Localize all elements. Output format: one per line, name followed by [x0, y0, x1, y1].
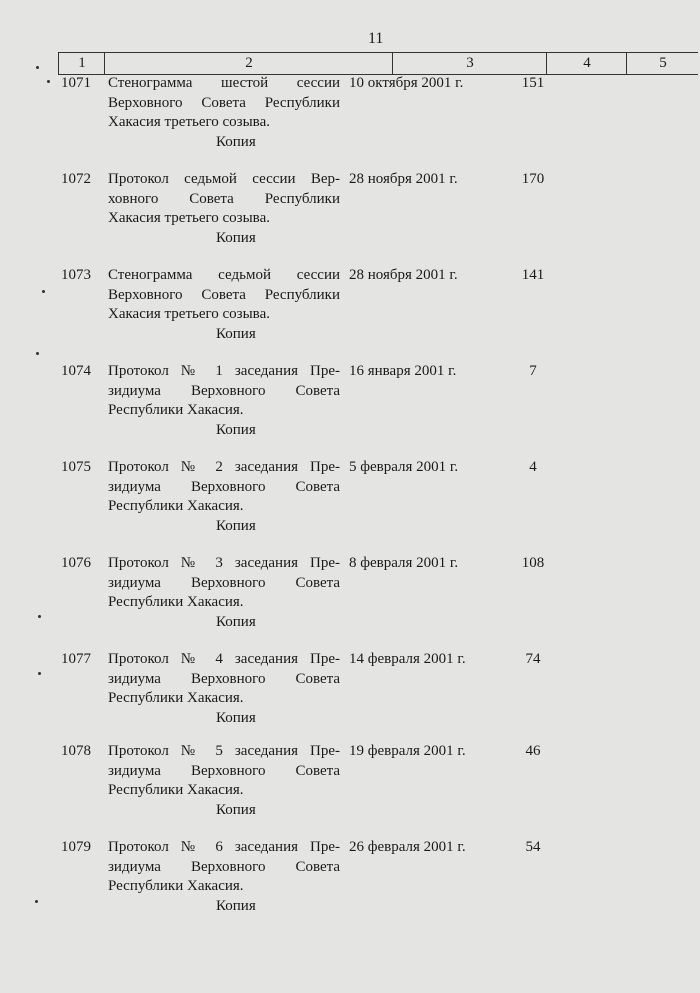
entry-sheet-count: 170: [521, 171, 545, 187]
entry-title-line: Хакасия третьего созыва.: [108, 306, 270, 322]
entry-copy-note: Копия: [216, 709, 256, 726]
entry-date: 10 октября 2001 г.: [349, 75, 464, 91]
scan-speck: [36, 66, 39, 69]
entry-number: 1073: [61, 267, 91, 283]
entry-copy-note: Копия: [216, 325, 256, 342]
scan-speck: [47, 80, 50, 83]
entry-title-line: Республики Хакасия.: [108, 878, 244, 894]
entry-title-line: Республики Хакасия.: [108, 690, 244, 706]
column-header-4: 4: [546, 53, 627, 74]
entry-title-line: Республики Хакасия.: [108, 498, 244, 514]
entry-copy-note: Копия: [216, 133, 256, 150]
entry-title: [108, 742, 340, 820]
entry-title: [108, 838, 340, 916]
entry-sheet-count: 108: [521, 555, 545, 571]
entry-date: 16 января 2001 г.: [349, 363, 457, 379]
entry-title: [108, 266, 340, 344]
entry-date: 28 ноября 2001 г.: [349, 267, 458, 283]
entry-title-line: Республики Хакасия.: [108, 594, 244, 610]
entry-number: 1075: [61, 459, 91, 475]
entry-title: [108, 458, 340, 536]
scan-speck: [35, 900, 38, 903]
entry-title: [108, 170, 340, 248]
scan-speck: [42, 290, 45, 293]
entry-copy-note: Копия: [216, 517, 256, 534]
entry-copy-note: Копия: [216, 801, 256, 818]
entry-title-line: зидиума Верховного Совета: [108, 858, 340, 875]
scan-speck: [38, 672, 41, 675]
page-number: 11: [368, 30, 384, 47]
entry-sheet-count: 54: [525, 839, 541, 855]
entry-title-line: Протокол № 6 заседания Пре-: [108, 839, 340, 855]
entry-title-line: Стенограмма седьмой сессии: [108, 267, 340, 283]
entry-title-line: Верховного Совета Республики: [108, 286, 340, 303]
entry-title: [108, 362, 340, 440]
entry-title-line: зидиума Верховного Совета: [108, 762, 340, 779]
scan-speck: [36, 352, 39, 355]
entry-copy-note: Копия: [216, 421, 256, 438]
entry-title-line: Республики Хакасия.: [108, 402, 244, 418]
entry-number: 1076: [61, 555, 91, 571]
entry-title-line: ховного Совета Республики: [108, 190, 340, 207]
entry-sheet-count: 74: [525, 651, 541, 667]
entry-number: 1079: [61, 839, 91, 855]
entry-number: 1077: [61, 651, 91, 667]
entry-title: [108, 74, 340, 152]
entry-sheet-count: 46: [525, 743, 541, 759]
entry-title-line: зидиума Верховного Совета: [108, 478, 340, 495]
scan-speck: [38, 615, 41, 618]
column-header-5: 5: [626, 53, 699, 74]
entry-number: 1074: [61, 363, 91, 379]
entry-sheet-count: 7: [529, 363, 537, 379]
entry-sheet-count: 141: [521, 267, 545, 283]
entry-copy-note: Копия: [216, 613, 256, 630]
entry-title-line: Протокол № 4 заседания Пре-: [108, 651, 340, 667]
entry-title-line: Протокол № 1 заседания Пре-: [108, 363, 340, 379]
entry-title-line: Республики Хакасия.: [108, 782, 244, 798]
entry-title-line: зидиума Верховного Совета: [108, 670, 340, 687]
entry-date: 5 февраля 2001 г.: [349, 459, 459, 475]
entry-sheet-count: 151: [521, 75, 545, 91]
entry-title-line: Протокол № 5 заседания Пре-: [108, 743, 340, 759]
entry-date: 28 ноября 2001 г.: [349, 171, 458, 187]
column-header-1: 1: [58, 53, 105, 74]
column-header-2: 2: [104, 53, 393, 74]
entry-title-line: Хакасия третьего созыва.: [108, 114, 270, 130]
entry-title: [108, 554, 340, 632]
column-header-3: 3: [392, 53, 547, 74]
entry-title-line: Протокол № 2 заседания Пре-: [108, 459, 340, 475]
entry-title-line: Стенограмма шестой сессии: [108, 75, 340, 91]
entry-date: 14 февраля 2001 г.: [349, 651, 466, 667]
entry-title: [108, 650, 340, 728]
entry-title-line: Протокол седьмой сессии Вер-: [108, 171, 340, 187]
entry-date: 26 февраля 2001 г.: [349, 839, 466, 855]
entry-title-line: Хакасия третьего созыва.: [108, 210, 270, 226]
entry-date: 19 февраля 2001 г.: [349, 743, 466, 759]
entry-title-line: Верховного Совета Республики: [108, 94, 340, 111]
entry-copy-note: Копия: [216, 229, 256, 246]
entry-title-line: зидиума Верховного Совета: [108, 382, 340, 399]
entry-sheet-count: 4: [529, 459, 537, 475]
entry-number: 1071: [61, 75, 91, 91]
entry-title-line: зидиума Верховного Совета: [108, 574, 340, 591]
entry-number: 1072: [61, 171, 91, 187]
entry-title-line: Протокол № 3 заседания Пре-: [108, 555, 340, 571]
entry-date: 8 февраля 2001 г.: [349, 555, 459, 571]
entry-copy-note: Копия: [216, 897, 256, 914]
column-header-row: [58, 52, 698, 75]
entry-number: 1078: [61, 743, 91, 759]
